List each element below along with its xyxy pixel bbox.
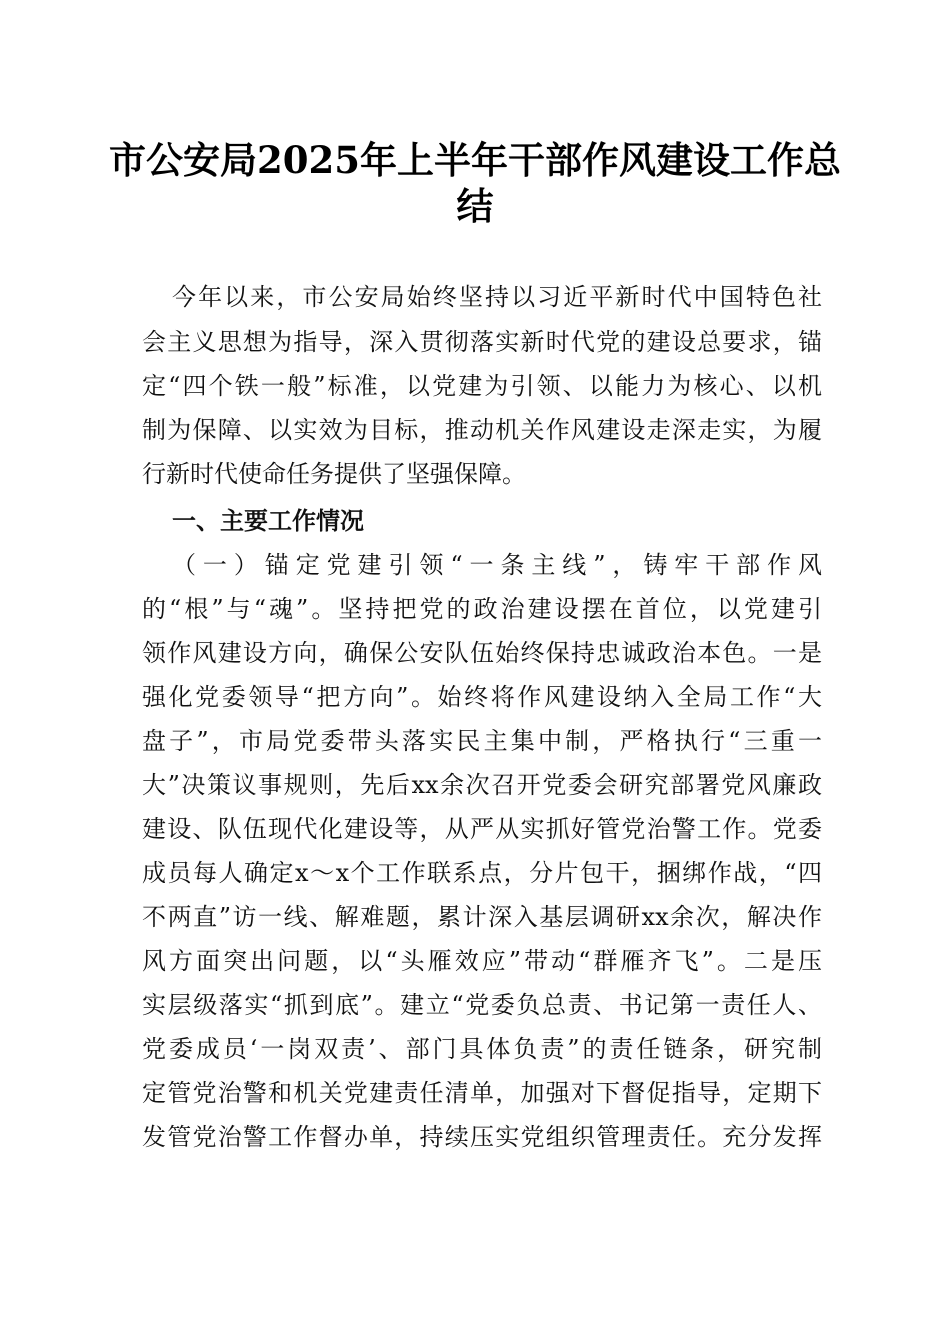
paragraph-line: 的“根”与“魂”。坚持把党的政治建设摆在首位，以党建引 — [142, 595, 822, 623]
paragraph-line: 发管党治警工作督办单，持续压实党组织管理责任。充分发挥 — [142, 1123, 822, 1151]
paragraph-line: 领作风建设方向，确保公安队伍始终保持忠诚政治本色。一是 — [142, 639, 822, 667]
paragraph-line: 成员每人确定x～x个工作联系点，分片包干，捆绑作战，“四 — [142, 859, 822, 887]
section-heading: 一、主要工作情况 — [172, 507, 364, 535]
paragraph-line: 定“四个铁一般”标准，以党建为引领、以能力为核心、以机 — [142, 372, 822, 400]
paragraph-line: 不两直”访一线、解难题，累计深入基层调研xx余次，解决作 — [142, 903, 822, 931]
document-title-line-1: 市公安局2025年上半年干部作风建设工作总 — [109, 138, 841, 182]
paragraph-line: （一）锚定党建引领“一条主线”，铸牢干部作风 — [172, 551, 822, 579]
paragraph-line: 实层级落实“抓到底”。建立“党委负总责、书记第一责任人、 — [142, 991, 822, 1019]
paragraph-line: 今年以来，市公安局始终坚持以习近平新时代中国特色社 — [172, 283, 822, 311]
paragraph-line: 风方面突出问题，以“头雁效应”带动“群雁齐飞”。二是压 — [142, 947, 822, 975]
paragraph-line: 强化党委领导“把方向”。始终将作风建设纳入全局工作“大 — [142, 683, 822, 711]
paragraph-line: 行新时代使命任务提供了坚强保障。 — [142, 460, 526, 488]
paragraph-line: 大”决策议事规则，先后xx余次召开党委会研究部署党风廉政 — [142, 771, 822, 799]
paragraph-line: 党委成员‘一岗双责’、部门具体负责”的责任链条，研究制 — [142, 1035, 822, 1063]
paragraph-line: 会主义思想为指导，深入贯彻落实新时代党的建设总要求，锚 — [142, 328, 822, 356]
paragraph-line: 建设、队伍现代化建设等，从严从实抓好管党治警工作。党委 — [142, 815, 822, 843]
paragraph-line: 定管党治警和机关党建责任清单，加强对下督促指导，定期下 — [142, 1079, 822, 1107]
paragraph-line: 盘子”，市局党委带头落实民主集中制，严格执行“三重一 — [142, 727, 822, 755]
document-title-line-2: 结 — [456, 184, 494, 228]
paragraph-line: 制为保障、以实效为目标，推动机关作风建设走深走实，为履 — [142, 416, 822, 444]
